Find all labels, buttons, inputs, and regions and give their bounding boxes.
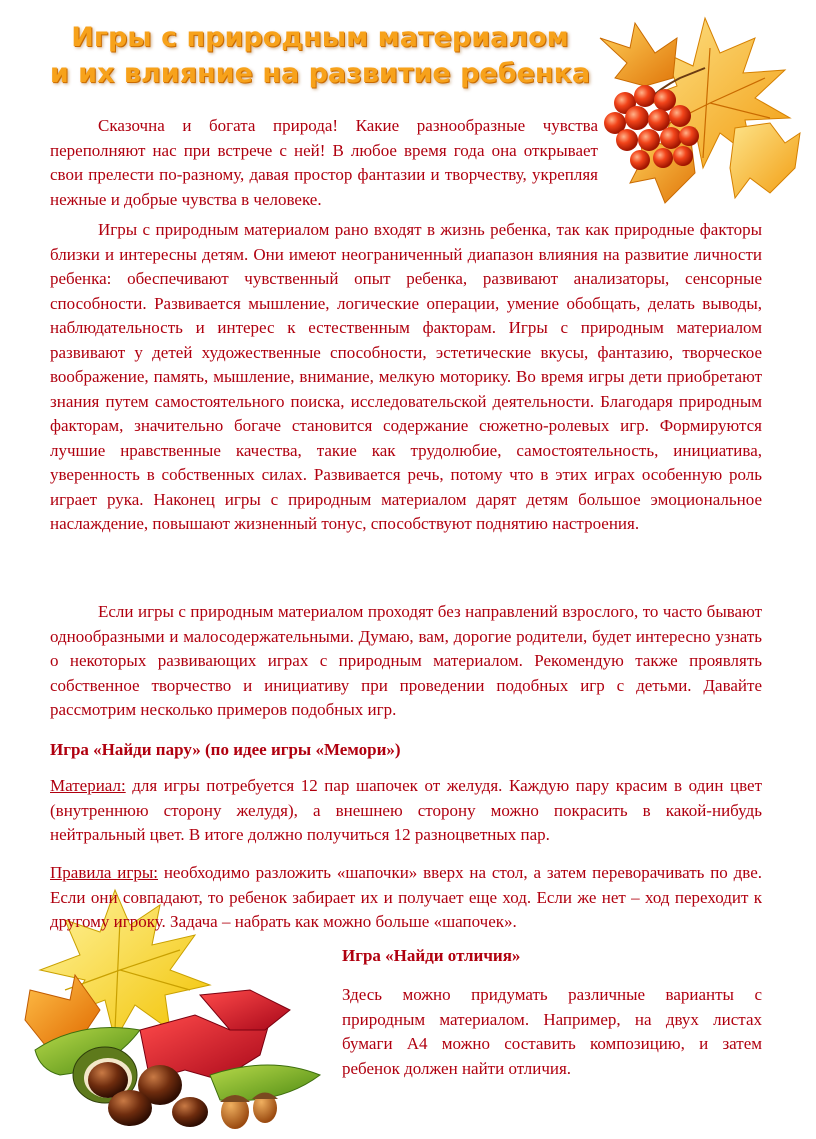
title-line-1: Игры с природным материалом [71,22,569,53]
intro-paragraph: Сказочна и богата природа! Какие разнообразные чувства переполняют нас при встрече с ней! В любое время года она открывает свои прелести по-разному, давая простор фантазии и творчеству, укрепляя нежные и добрые чувства в человеке. [50,116,598,209]
title-line-2: и их влияние на развитие ребенка [49,58,591,89]
game-find-differences-heading: Игра «Найди отличия» [342,946,521,965]
page-title [40,20,600,92]
main-paragraph: Игры с природным материалом рано входят в жизнь ребенка, так как природные факторы близки и интересны детям. Они имеют неограниченный диапазон влияния на развитие личности ребенка: обеспечивают чувственный опыт ребенка, развивают анализаторы, сенсорные способности. Развивается мышление, логические операции, умение обобщать, делать выводы, наблюдательность и интерес к естественным факторам. Игры с природным материалом развивают у детей художественные способности, эстетические вкусы, фантазию, творческое воображение, память, мышление, внимание, мелкую моторику. Во время игры дети приобретают знания путем самостоятельного поиска, исследовательской деятельности. Благодаря природным факторам, значительно богаче становится содержание сюжетно-ролевых игр. Формируются лучшие нравственные качества, такие как трудолюбие, самостоятельность, инициатива, уверенность в собственных силах. Развивается речь, потому что в этих играх особенную роль играет рука. Наконец игры с природным материалом дарят детям большое эмоциональное наслаждение, повышают жизненный тонус, способствуют поднятию настроения. [50,220,762,533]
rules-text: необходимо разложить «шапочки» вверх на стол, а затем переворачивать по две. Если они совпадают, то ребенок забирает их и получает еще ход. Если же нет – ход переходит к другому игроку. Задача – набрать как можно больше «шапочек». [50,863,762,931]
material-label: Материал: [50,776,126,795]
game-find-pair-rules [50,861,762,935]
material-text: для игры потребуется 12 пар шапочек от желудя. Каждую пару красим в один цвет (внутреннюю сторону желудя), а внешнею сторону можно покрасить в какой-нибудь нейтральный цвет. В итоге должно получиться 12 разноцветных пар. [50,776,762,844]
game-find-pair-material [50,774,762,848]
game-find-pair-heading: Игра «Найди пару» (по идее игры «Мемори») [50,740,401,759]
game-find-differences-text: Здесь можно придумать различные варианты с природным материалом. Например, на двух листах бумаги А4 можно составить композицию, и затем ребенок должен найти отличия. [342,985,762,1078]
rules-label: Правила игры: [50,863,159,882]
autumn-leaves-rowan-berries-icon [585,8,810,208]
parents-paragraph: Если игры с природным материалом проходят без направлений взрослого, то часто бывают однообразными и малосодержательными. Думаю, вам, дорогие родители, будет интересно узнать о некоторых развивающих играх с природным материалом. Рекомендую также проявлять собственное творчество и инициативу при проведении подобных игр с детьми. Давайте рассмотрим несколько примеров подобных игр. [50,602,762,719]
